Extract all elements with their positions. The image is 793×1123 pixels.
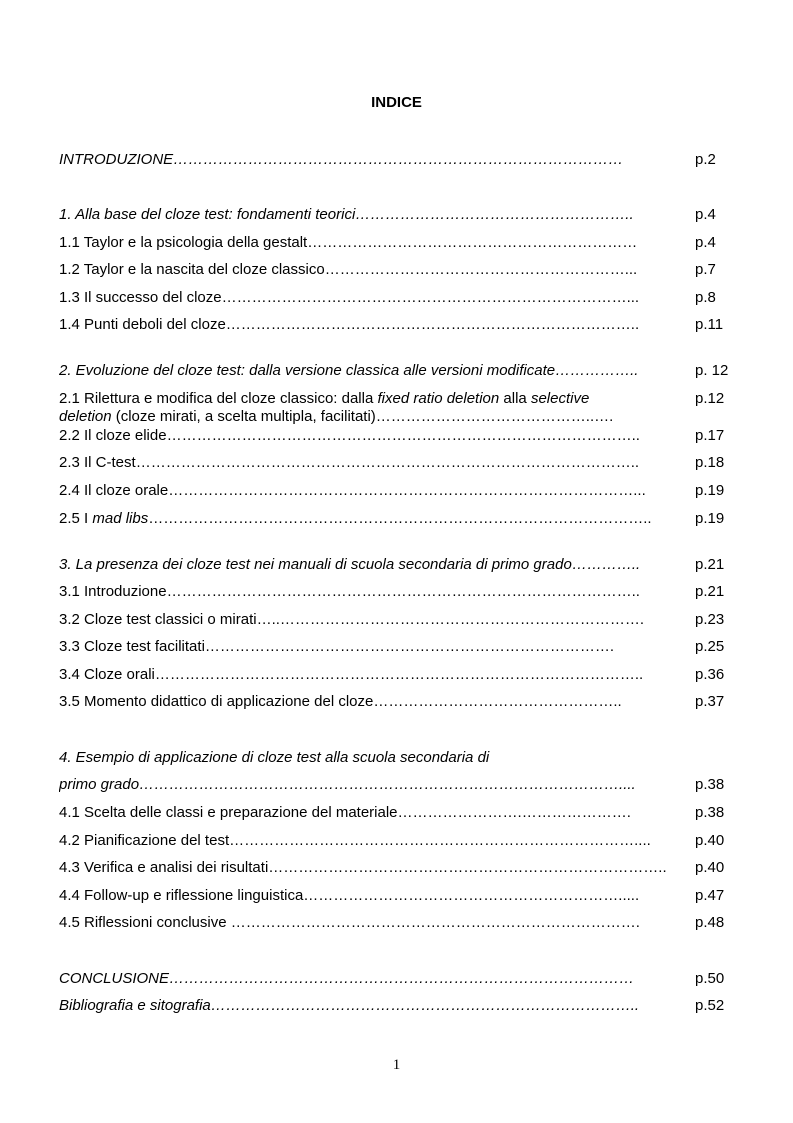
toc-entry[interactable] <box>59 582 679 602</box>
toc-entry[interactable] <box>59 481 679 501</box>
toc-page: p.21 <box>695 583 725 600</box>
toc-leader: ………………………………………………………………………………….. <box>166 427 640 444</box>
toc-entry[interactable] <box>59 426 679 446</box>
toc-leader: …..………………………………………………………………. <box>256 611 645 628</box>
toc-leader: ………………………………………………………………………. <box>230 914 640 931</box>
toc-entry-text: 3.5 Momento didattico di applicazione del cloze <box>59 693 374 710</box>
toc-entry[interactable] <box>59 775 679 795</box>
toc-leader: ……………………………………………………………………….. <box>225 316 640 333</box>
toc-entry[interactable] <box>59 260 679 280</box>
toc-entry-text: 1.3 Il successo del cloze <box>59 289 222 306</box>
toc-entry[interactable] <box>59 205 679 225</box>
toc-entry-text: 1.1 Taylor e la psicologia della gestalt <box>59 234 308 251</box>
toc-entry-term: deletion <box>59 408 112 425</box>
toc-leader: …………………….…………………. <box>397 804 631 821</box>
toc-page: p.47 <box>695 887 725 904</box>
toc-entry[interactable] <box>59 637 664 657</box>
toc-page: p.38 <box>695 776 725 793</box>
toc-page: p.19 <box>695 482 725 499</box>
toc-leader: ……………………………………………………………………….... <box>229 832 651 849</box>
toc-page: p.23 <box>695 611 725 628</box>
toc-entry-text: 4.3 Verifica e analisi dei risultati <box>59 859 269 876</box>
toc-page: p.40 <box>695 832 725 849</box>
toc-page: p.4 <box>695 234 716 251</box>
toc-entry-text: 1.4 Punti deboli del cloze <box>59 316 226 333</box>
toc-entry[interactable] <box>59 453 679 473</box>
toc-entry[interactable] <box>59 969 679 989</box>
toc-entry-4-line1[interactable]: 4. Esempio di applicazione di cloze test alla scuola secondaria di <box>59 749 490 766</box>
toc-entry-text: 4.1 Scelta delle classi e preparazione del materiale <box>59 804 398 821</box>
toc-entry-text: 4.2 Pianificazione del test <box>59 832 230 849</box>
toc-page: p. 12 <box>695 362 729 379</box>
toc-entry[interactable] <box>59 610 679 630</box>
toc-entry-text: 3.3 Cloze test facilitati <box>59 638 205 655</box>
toc-page: p.4 <box>695 206 716 223</box>
toc-entry-text: CONCLUSIONE <box>59 970 170 987</box>
toc-entry-term: fixed ratio deletion <box>377 390 500 407</box>
toc-entry-text: 2. Evoluzione del cloze test: dalla versione classica alle versioni modificate <box>59 362 556 379</box>
toc-entry-text: 2.4 Il cloze orale <box>59 482 169 499</box>
toc-entry[interactable] <box>59 288 679 308</box>
toc-entry[interactable] <box>59 803 679 823</box>
page-number: 1 <box>392 1057 401 1073</box>
toc-page: p.7 <box>695 261 716 278</box>
toc-entry-text: 2.2 Il cloze elide <box>59 427 167 444</box>
toc-entry-text: 2.3 Il C-test <box>59 454 136 471</box>
page-title: INDICE <box>371 94 422 111</box>
toc-page: p.19 <box>695 510 725 527</box>
toc-page: p.17 <box>695 427 725 444</box>
toc-leader: ……………………………………..…. <box>375 408 614 425</box>
toc-entry[interactable] <box>59 886 679 906</box>
toc-leader: …………………………………………………………………………………….... <box>139 776 636 793</box>
toc-leader: ………………………………………………………… <box>307 234 638 251</box>
toc-entry-term: mad libs <box>92 510 149 527</box>
toc-entry-text: INTRODUZIONE <box>59 151 174 168</box>
toc-entry-text: 3. La presenza dei cloze test nei manuali di scuola secondaria di primo grado <box>59 556 572 573</box>
toc-page: p.50 <box>695 970 725 987</box>
toc-leader: …………………………………………………………………………………... <box>168 482 646 499</box>
toc-page: p.40 <box>695 859 725 876</box>
toc-page: p.25 <box>695 638 725 655</box>
toc-leader: …………………………………………………………………………………….. <box>154 666 644 683</box>
toc-leader: …………….. <box>555 362 639 379</box>
toc-entry[interactable] <box>59 509 679 529</box>
toc-page: p.48 <box>695 914 725 931</box>
toc-page: p.38 <box>695 804 725 821</box>
toc-entry-text: 4.4 Follow-up e riflessione linguistica <box>59 887 304 904</box>
toc-entry[interactable] <box>59 233 679 253</box>
toc-entry[interactable] <box>59 315 679 335</box>
toc-entry[interactable] <box>59 150 679 170</box>
toc-entry-text: 3.4 Cloze orali <box>59 666 155 683</box>
toc-entry-text: 4.5 Riflessioni conclusive <box>59 914 231 931</box>
toc-entry[interactable] <box>59 913 679 933</box>
toc-entry[interactable] <box>59 555 679 575</box>
toc-entry-2-1-line1[interactable] <box>59 389 679 409</box>
toc-entry-text: Bibliografia e sitografia <box>59 997 211 1014</box>
toc-entry[interactable] <box>59 858 679 878</box>
toc-page: p.12 <box>695 390 725 407</box>
toc-page: p.8 <box>695 289 716 306</box>
toc-leader: …………………………………………………………………….. <box>268 859 667 876</box>
toc-page: p.52 <box>695 997 725 1014</box>
toc-leader: ……………………………………………………... <box>324 261 638 278</box>
toc-leader: ………………………………………………………..... <box>303 887 640 904</box>
toc-page: p.18 <box>695 454 725 471</box>
toc-entry-term: selective <box>530 390 590 407</box>
toc-leader: ……………………………………………………………………………………….. <box>135 454 640 471</box>
toc-entry-text: 3.2 Cloze test classici o mirati <box>59 611 257 628</box>
toc-page: p.37 <box>695 693 725 710</box>
toc-leader: ………….. <box>571 556 641 573</box>
toc-leader: ………………………………………………………………………………….. <box>166 583 640 600</box>
toc-leader: ………………………………………………………………………. <box>204 638 615 655</box>
toc-entry[interactable] <box>59 831 679 851</box>
toc-leader: ……………………………………………………………………………… <box>173 151 624 168</box>
toc-entry-text: alla <box>499 390 531 407</box>
toc-leader: ………………………………………………………………………………… <box>169 970 635 987</box>
toc-page: p.2 <box>695 151 716 168</box>
toc-page: p.11 <box>695 316 724 333</box>
toc-entry-text: primo grado <box>59 776 140 793</box>
toc-entry-2-1-line2[interactable] <box>59 407 679 427</box>
toc-entry[interactable] <box>59 692 679 712</box>
toc-entry-text: 2.5 I <box>59 510 93 527</box>
toc-leader: ………………………………………………………………………….. <box>210 997 640 1014</box>
toc-entry-text: 2.1 Rilettura e modifica del cloze classico: dalla <box>59 390 378 407</box>
toc-leader: ………………………………………….. <box>373 693 622 710</box>
toc-entry-text: (cloze mirati, a scelta multipla, facilitati) <box>111 408 376 425</box>
toc-entry-text: 1.2 Taylor e la nascita del cloze classico <box>59 261 325 278</box>
toc-entry[interactable] <box>59 361 679 381</box>
toc-entry[interactable] <box>59 996 679 1016</box>
toc-page: p.21 <box>695 556 725 573</box>
toc-leader: ……………………………………………………………………………………….. <box>148 510 652 527</box>
toc-leader: ………………………………………………………………………... <box>221 289 640 306</box>
toc-entry-text: 3.1 Introduzione <box>59 583 167 600</box>
toc-entry-text: 1. Alla base del cloze test: fondamenti teorici <box>59 206 356 223</box>
toc-page: p.36 <box>695 666 725 683</box>
toc-entry[interactable] <box>59 665 679 685</box>
toc-leader: ……………………………………………….. <box>355 206 634 223</box>
